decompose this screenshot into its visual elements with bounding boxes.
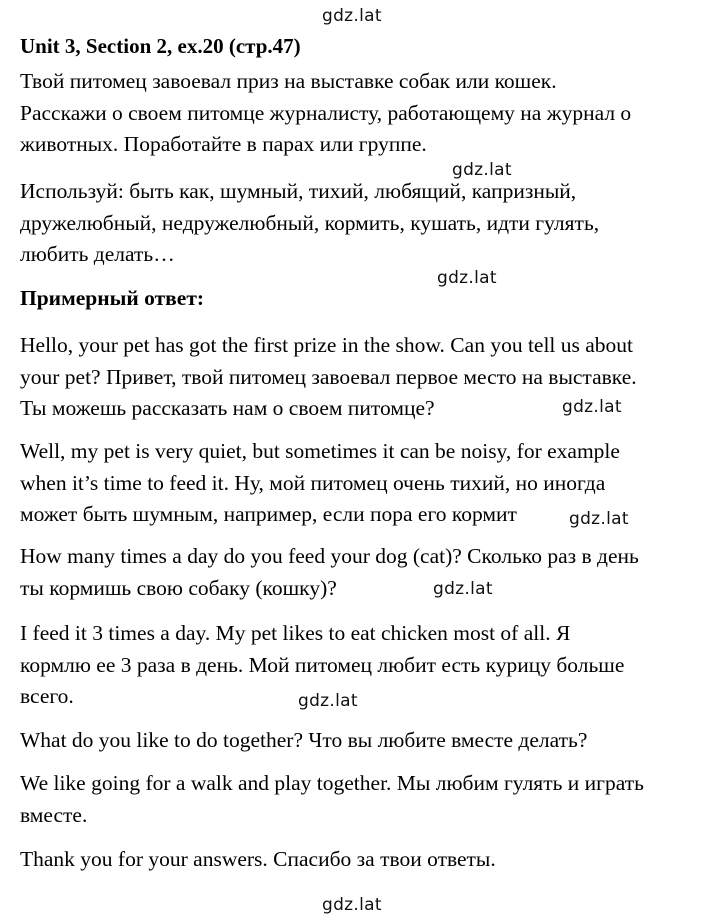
dialogue-line: Thank you for your answers. Спасибо за твои ответы. — [20, 847, 496, 871]
dialogue-line: when it’s time to feed it. Ну, мой питомец очень тихий, но иногда — [20, 470, 606, 495]
task-line: животных. Поработайте в парах или группе. — [20, 132, 427, 156]
dialogue-line: We like going for a walk and play together. Мы любим гулять и играть — [20, 771, 644, 795]
dialogue-paragraph — [20, 768, 710, 831]
dialogue-line: your pet? Привет, твой питомец завоевал первое место на выставке. — [20, 364, 637, 389]
watermark: gdz.lat — [562, 397, 622, 417]
dialogue-paragraph — [20, 725, 710, 757]
dialogue-line: Well, my pet is very quiet, but sometimes it can be noisy, for example — [20, 439, 620, 463]
watermark: gdz.lat — [569, 509, 629, 529]
task-line: Расскажи о своем питомце журналисту, работающему на журнал о — [20, 100, 632, 125]
watermark: gdz.lat — [322, 6, 382, 26]
dialogue-line: кормлю ее 3 раза в день. Мой питомец любит есть курицу больше — [20, 652, 625, 677]
task-paragraph — [20, 66, 710, 161]
use-words-line: Используй: быть как, шумный, тихий, любящий, капризный, — [20, 179, 577, 203]
dialogue-line: What do you like to do together? Что вы любите вместе делать? — [20, 728, 588, 752]
watermark: gdz.lat — [298, 691, 358, 711]
dialogue-paragraph — [20, 618, 710, 713]
use-words-line: любить делать… — [20, 242, 175, 266]
dialogue-line: I feed it 3 times a day. My pet likes to eat chicken most of all. Я — [20, 621, 571, 645]
task-line: Твой питомец завоевал приз на выставке собак или кошек. — [20, 69, 557, 93]
dialogue-line: может быть шумным, например, если пора его кормит — [20, 502, 517, 526]
use-words-paragraph — [20, 176, 710, 271]
dialogue-line: ты кормишь свою собаку (кошку)? — [20, 575, 337, 600]
answer-heading — [20, 283, 710, 315]
watermark: gdz.lat — [433, 579, 493, 599]
answer-heading-text: Примерный ответ: — [20, 286, 205, 310]
watermark: gdz.lat — [322, 895, 382, 915]
use-words-line: дружелюбный, недружелюбный, кормить, кушать, идти гулять, — [20, 210, 600, 235]
dialogue-paragraph — [20, 844, 710, 876]
dialogue-line: Hello, your pet has got the first prize in the show. Can you tell us about — [20, 333, 634, 357]
dialogue-line: всего. — [20, 684, 74, 708]
watermark: gdz.lat — [452, 160, 512, 180]
dialogue-line: вместе. — [20, 802, 88, 827]
dialogue-line: Ты можешь рассказать нам о своем питомце? — [20, 396, 435, 420]
dialogue-paragraph — [20, 541, 710, 604]
exercise-heading: Unit 3, Section 2, ex.20 (стр.47) — [20, 34, 301, 58]
dialogue-line: How many times a day do you feed your dog (cat)? Сколько раз в день — [20, 544, 639, 568]
watermark: gdz.lat — [437, 268, 497, 288]
